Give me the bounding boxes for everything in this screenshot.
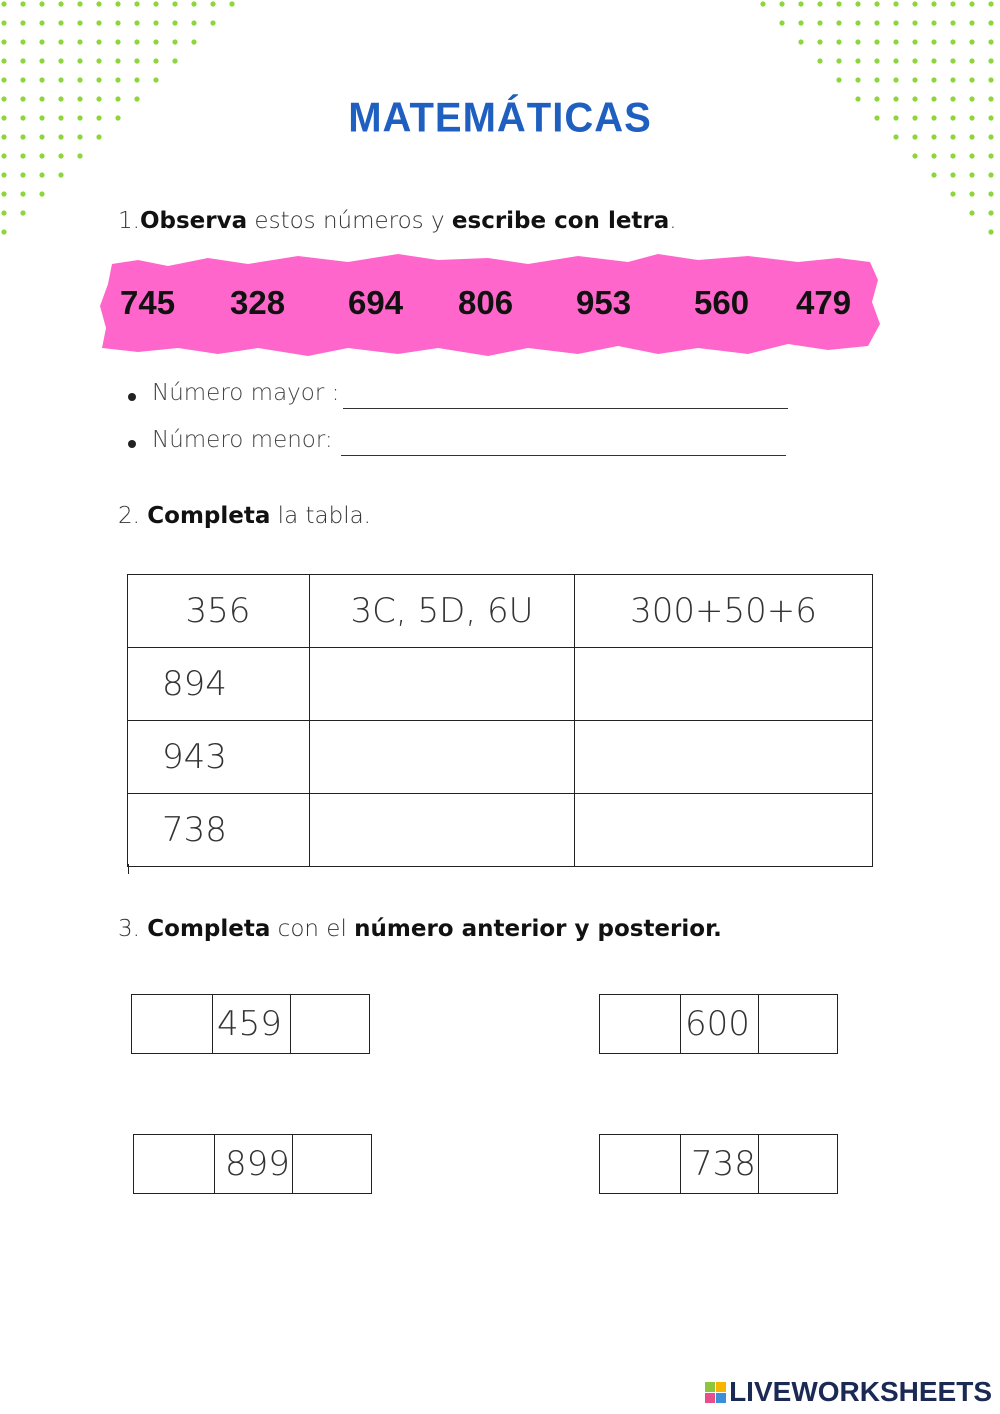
sequence-box-group [133,1134,372,1194]
given-number: 738 [681,1135,759,1193]
number-item: 328 [230,284,286,321]
previous-number-input[interactable] [132,995,213,1053]
decomposition-table [127,574,873,867]
logo-square [705,1393,715,1403]
answer-line[interactable] [343,408,788,409]
table-cell-sum-input[interactable] [575,648,873,721]
question-1-bold-2: escribe con letra [451,208,670,234]
numbers-row [0,284,1000,324]
number-item: 953 [576,284,632,321]
bullet-label: Número mayor : [152,380,340,406]
table-cell-sum-input[interactable] [575,794,873,867]
next-number-input[interactable] [291,995,369,1053]
previous-number-input[interactable] [134,1135,215,1193]
number-item: 560 [694,284,750,321]
answer-line[interactable] [341,455,786,456]
question-3 [118,916,722,942]
question-1-text-1: estos números y [247,208,452,234]
question-3-bold-1: Completa [147,916,271,942]
question-1 [118,208,677,234]
liveworksheets-brand[interactable] [705,1376,992,1408]
given-number: 600 [681,995,759,1053]
logo-square [716,1393,726,1403]
page-title: MATEMÁTICAS [348,94,652,142]
liveworksheets-logo-icon [705,1382,726,1403]
bullet-icon [128,440,136,448]
given-number: 899 [215,1135,293,1193]
number-item: 479 [796,284,852,321]
brand-text: LIVEWORKSHEETS [729,1376,992,1407]
bullet-label: Número menor: [152,427,333,453]
table-cell-number: 943 [128,721,310,794]
table-row [128,575,873,648]
table-cell-sum: 300+50+6 [575,575,873,648]
table-cell-number: 356 [128,575,310,648]
sequence-box-group [599,994,838,1054]
question-1-number: 1. [118,208,140,234]
sequence-box-group [599,1134,838,1194]
question-3-number: 3. [118,916,148,942]
logo-square [716,1382,726,1392]
question-2-bold-1: Completa [147,503,271,529]
table-row [128,648,873,721]
question-2-number: 2. [118,503,148,529]
next-number-input[interactable] [759,1135,837,1193]
logo-square [705,1382,715,1392]
table-cell-units-input[interactable] [310,721,575,794]
question-1-bold-1: Observa [139,208,248,234]
sequence-box-group [131,994,370,1054]
next-number-input[interactable] [293,1135,371,1193]
number-item: 806 [458,284,514,321]
table-cell-units-input[interactable] [310,794,575,867]
question-3-text-1: con el [270,916,355,942]
previous-number-input[interactable] [600,995,681,1053]
number-item: 745 [120,284,176,321]
bullet-icon [128,393,136,401]
question-2-text-1: la tabla. [270,503,371,529]
table-cell-number: 738 [128,794,310,867]
table-cell-units-input[interactable] [310,648,575,721]
table-row [128,794,873,867]
next-number-input[interactable] [759,995,837,1053]
number-item: 694 [348,284,404,321]
table-cell-number: 894 [128,648,310,721]
question-2 [118,503,371,529]
table-cell-sum-input[interactable] [575,721,873,794]
table-cell-units: 3C, 5D, 6U [310,575,575,648]
question-1-text-2: . [669,208,677,234]
question-3-bold-2: número anterior y posterior. [354,916,722,942]
previous-number-input[interactable] [600,1135,681,1193]
given-number: 459 [213,995,291,1053]
table-tick-mark [128,864,129,874]
table-row [128,721,873,794]
